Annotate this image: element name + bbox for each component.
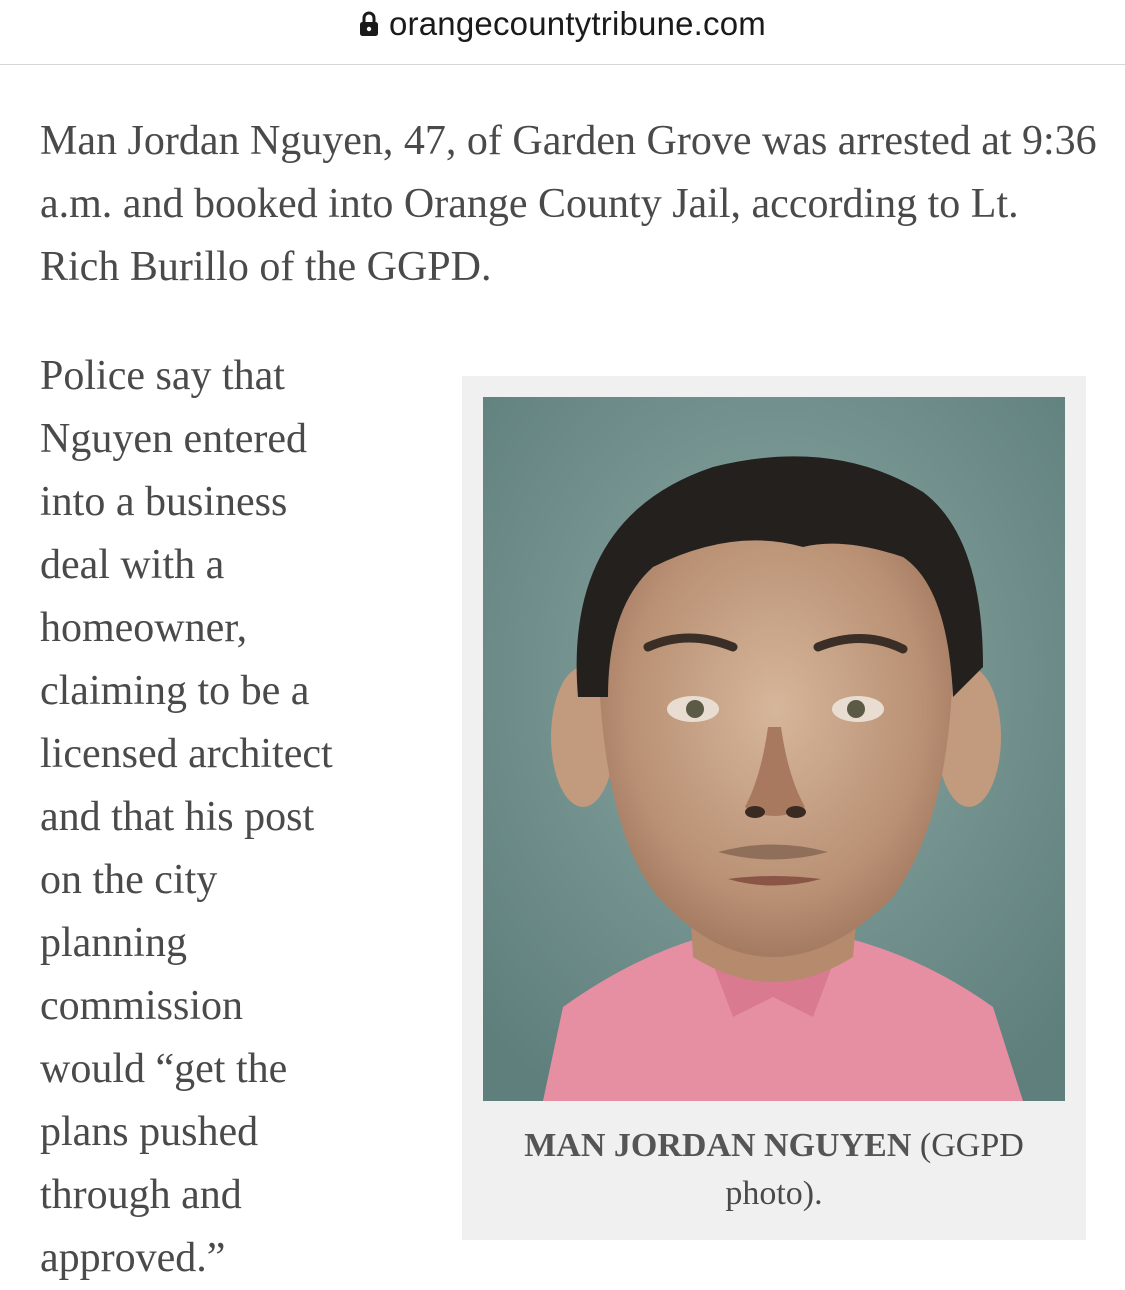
body-line: plans pushed — [40, 1109, 259, 1155]
mugshot-photo[interactable] — [483, 397, 1065, 1101]
body-line: deal with a — [40, 542, 225, 588]
url-text: orangecountytribune.com — [389, 5, 766, 42]
body-line: claiming to be a — [40, 668, 310, 714]
body-line: would “get the — [40, 1046, 288, 1092]
body-line: Police say that — [40, 353, 285, 399]
body-line: on the city — [40, 857, 218, 903]
body-line: approved.” — [40, 1235, 226, 1281]
body-line: and that his post — [40, 794, 315, 840]
browser-url-bar[interactable] — [0, 0, 1125, 65]
body-line: planning — [40, 920, 187, 966]
figure-caption — [483, 1122, 1065, 1218]
mugshot-illustration — [483, 397, 1065, 1101]
body-line: commission — [40, 983, 244, 1029]
body-line: homeowner, — [40, 605, 248, 651]
body-line: licensed architect — [40, 731, 333, 777]
article-lead-paragraph: Man Jordan Nguyen, 47, of Garden Grove was arrested at 9:36 a.m. and booked into Orange County Jail, according to Lt. Rich Burillo of the GGPD. — [40, 118, 1097, 290]
article-body-column — [40, 345, 440, 1290]
url-wrap[interactable] — [0, 2, 1125, 46]
body-line: into a business — [40, 479, 288, 525]
article-figure — [462, 376, 1086, 1240]
caption-name: MAN JORDAN NGUYEN — [524, 1127, 912, 1164]
body-line: Nguyen entered — [40, 416, 308, 462]
caption-credit: (GGPD photo). — [725, 1127, 1024, 1212]
body-line: through and — [40, 1172, 242, 1218]
lock-icon — [359, 11, 379, 37]
